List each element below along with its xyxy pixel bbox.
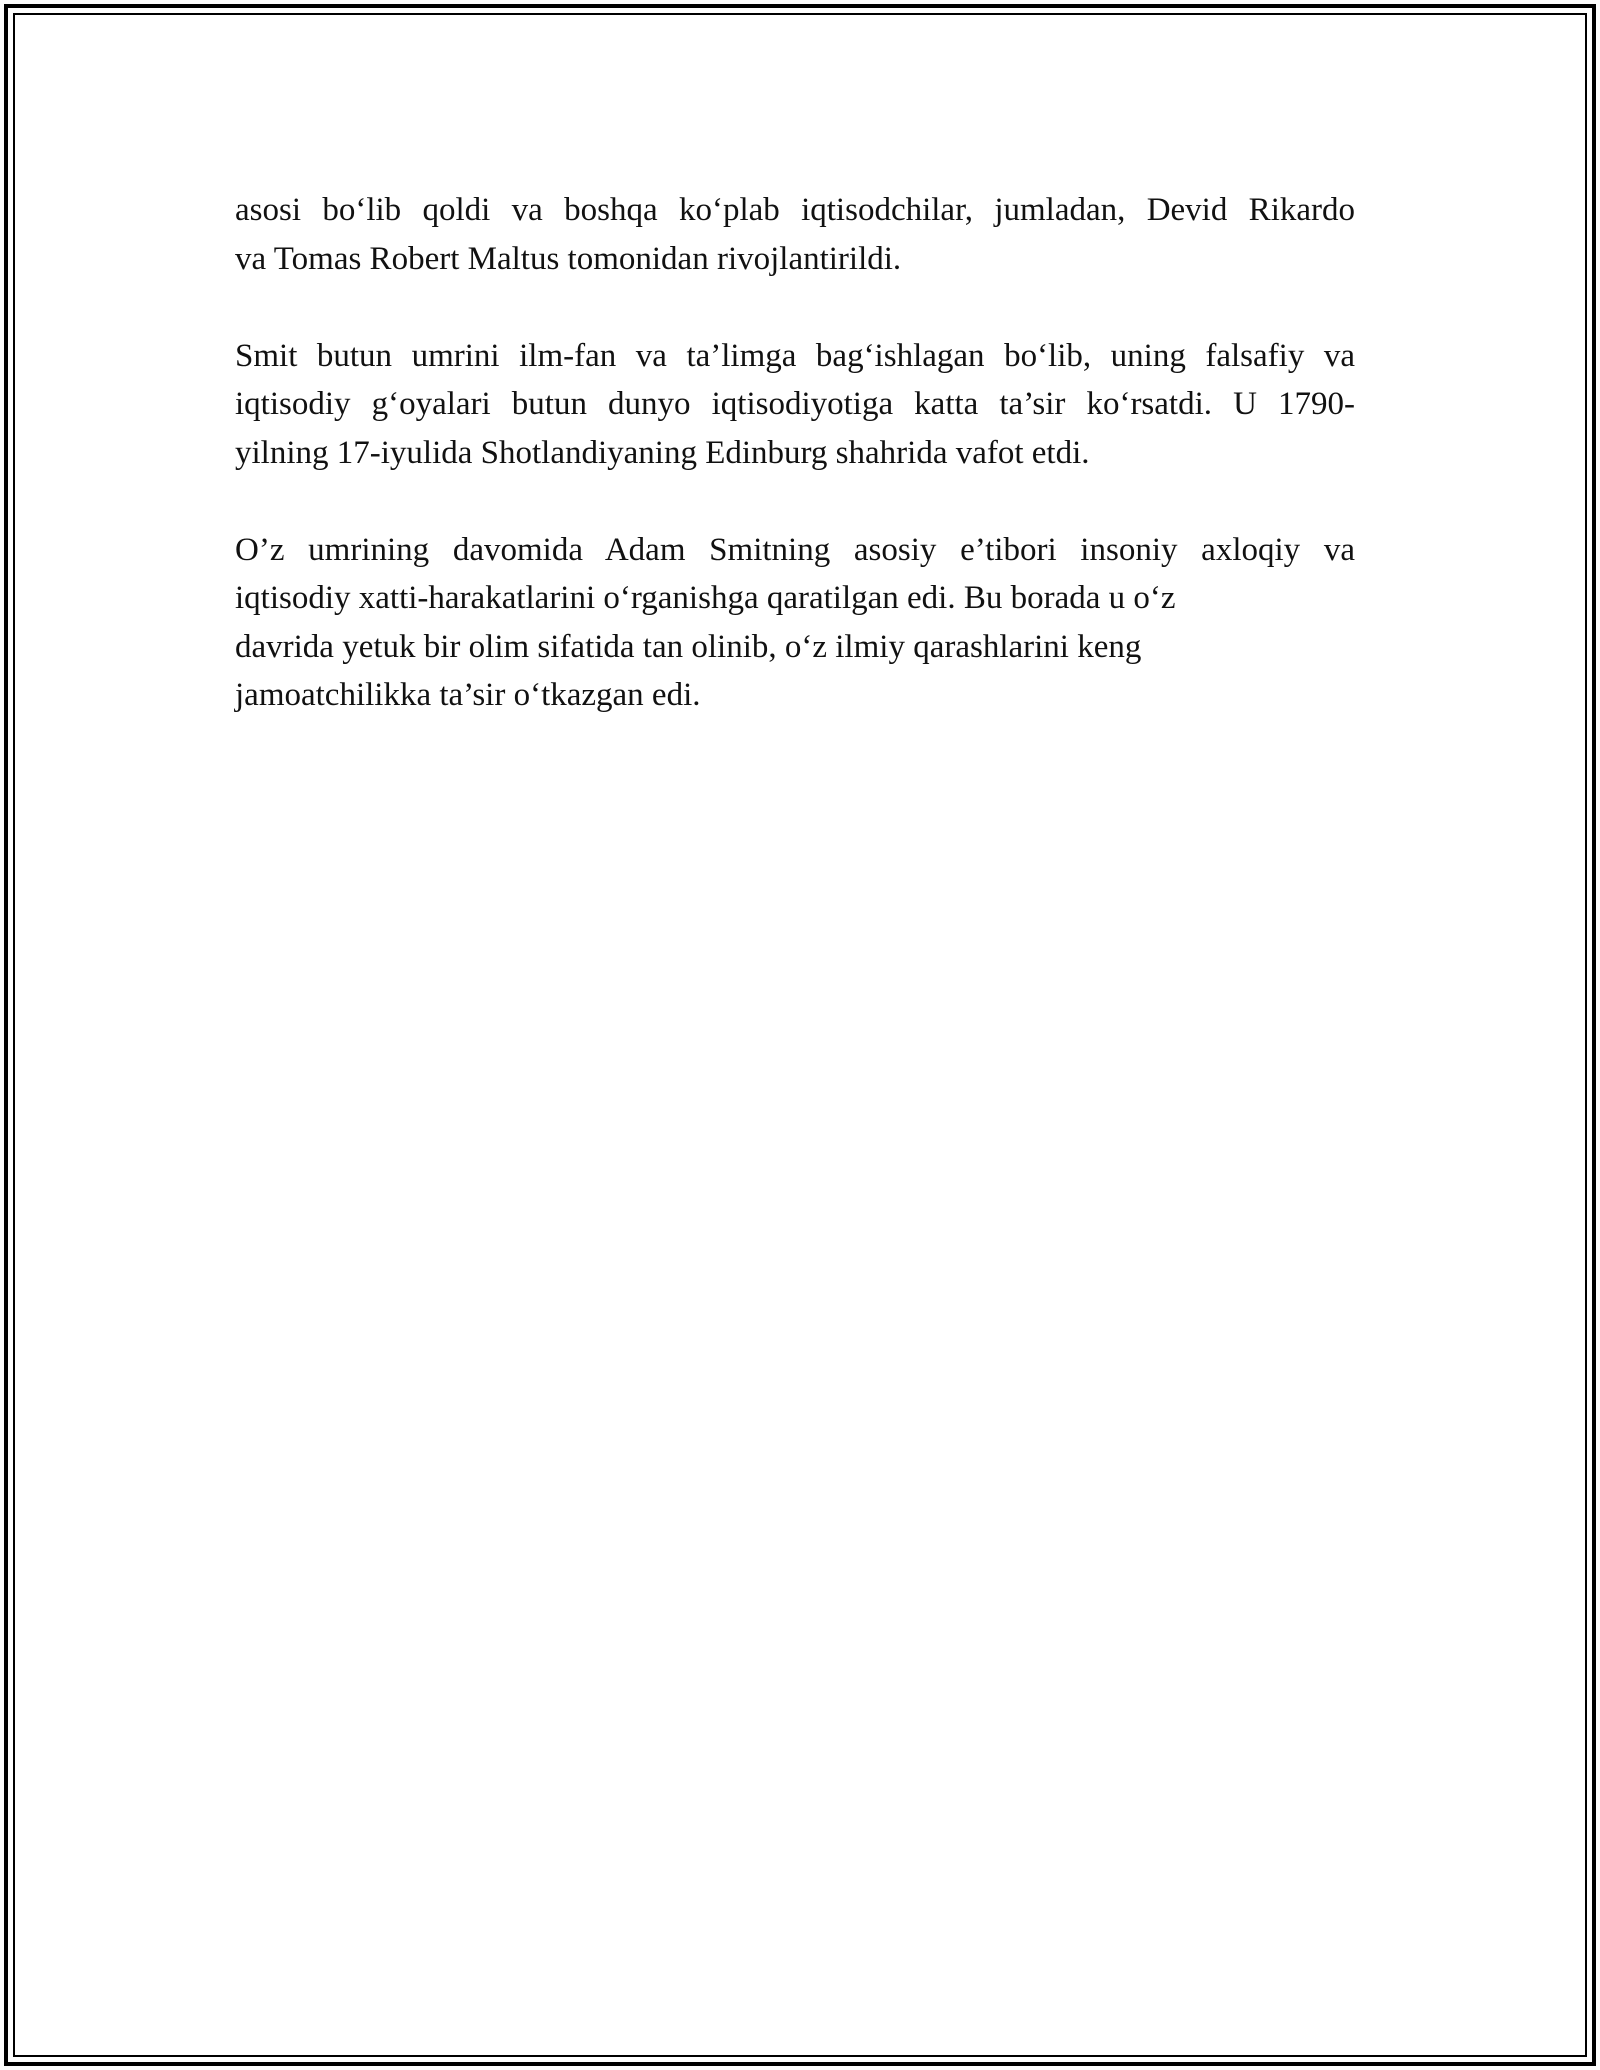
text-line: O’z umrining davomida Adam Smitning asosiy e’tibori insoniy axloqiy va — [235, 531, 1355, 568]
text-line: jamoatchilikka ta’sir o‘tkazgan edi. — [235, 677, 701, 713]
document-body — [235, 186, 1355, 768]
text-line: davrida yetuk bir olim sifatida tan olinib, o‘z ilmiy qarashlarini keng — [235, 628, 1142, 665]
paragraph-1 — [235, 186, 1355, 283]
text-line: iqtisodiy xatti-harakatlarini o‘rganishga qaratilgan edi. Bu borada u o‘z — [235, 580, 1176, 616]
paragraph-3 — [235, 526, 1355, 720]
text-line: yilning 17-iyulida Shotlandiyaning Edinburg shahrida vafot etdi. — [235, 434, 1090, 471]
text-line: Smit butun umrini ilm-fan va ta’limga bag‘ishlagan bo‘lib, uning falsafiy va — [235, 337, 1355, 374]
text-line: iqtisodiy g‘oyalari butun dunyo iqtisodiyotiga katta ta’sir ko‘rsatdi. U 1790- — [235, 386, 1355, 422]
paragraph-2 — [235, 332, 1355, 478]
text-line: va Tomas Robert Maltus tomonidan rivojlantirildi. — [235, 240, 902, 277]
text-line: asosi bo‘lib qoldi va boshqa ko‘plab iqtisodchilar, jumladan, Devid Rikardo — [235, 192, 1355, 228]
